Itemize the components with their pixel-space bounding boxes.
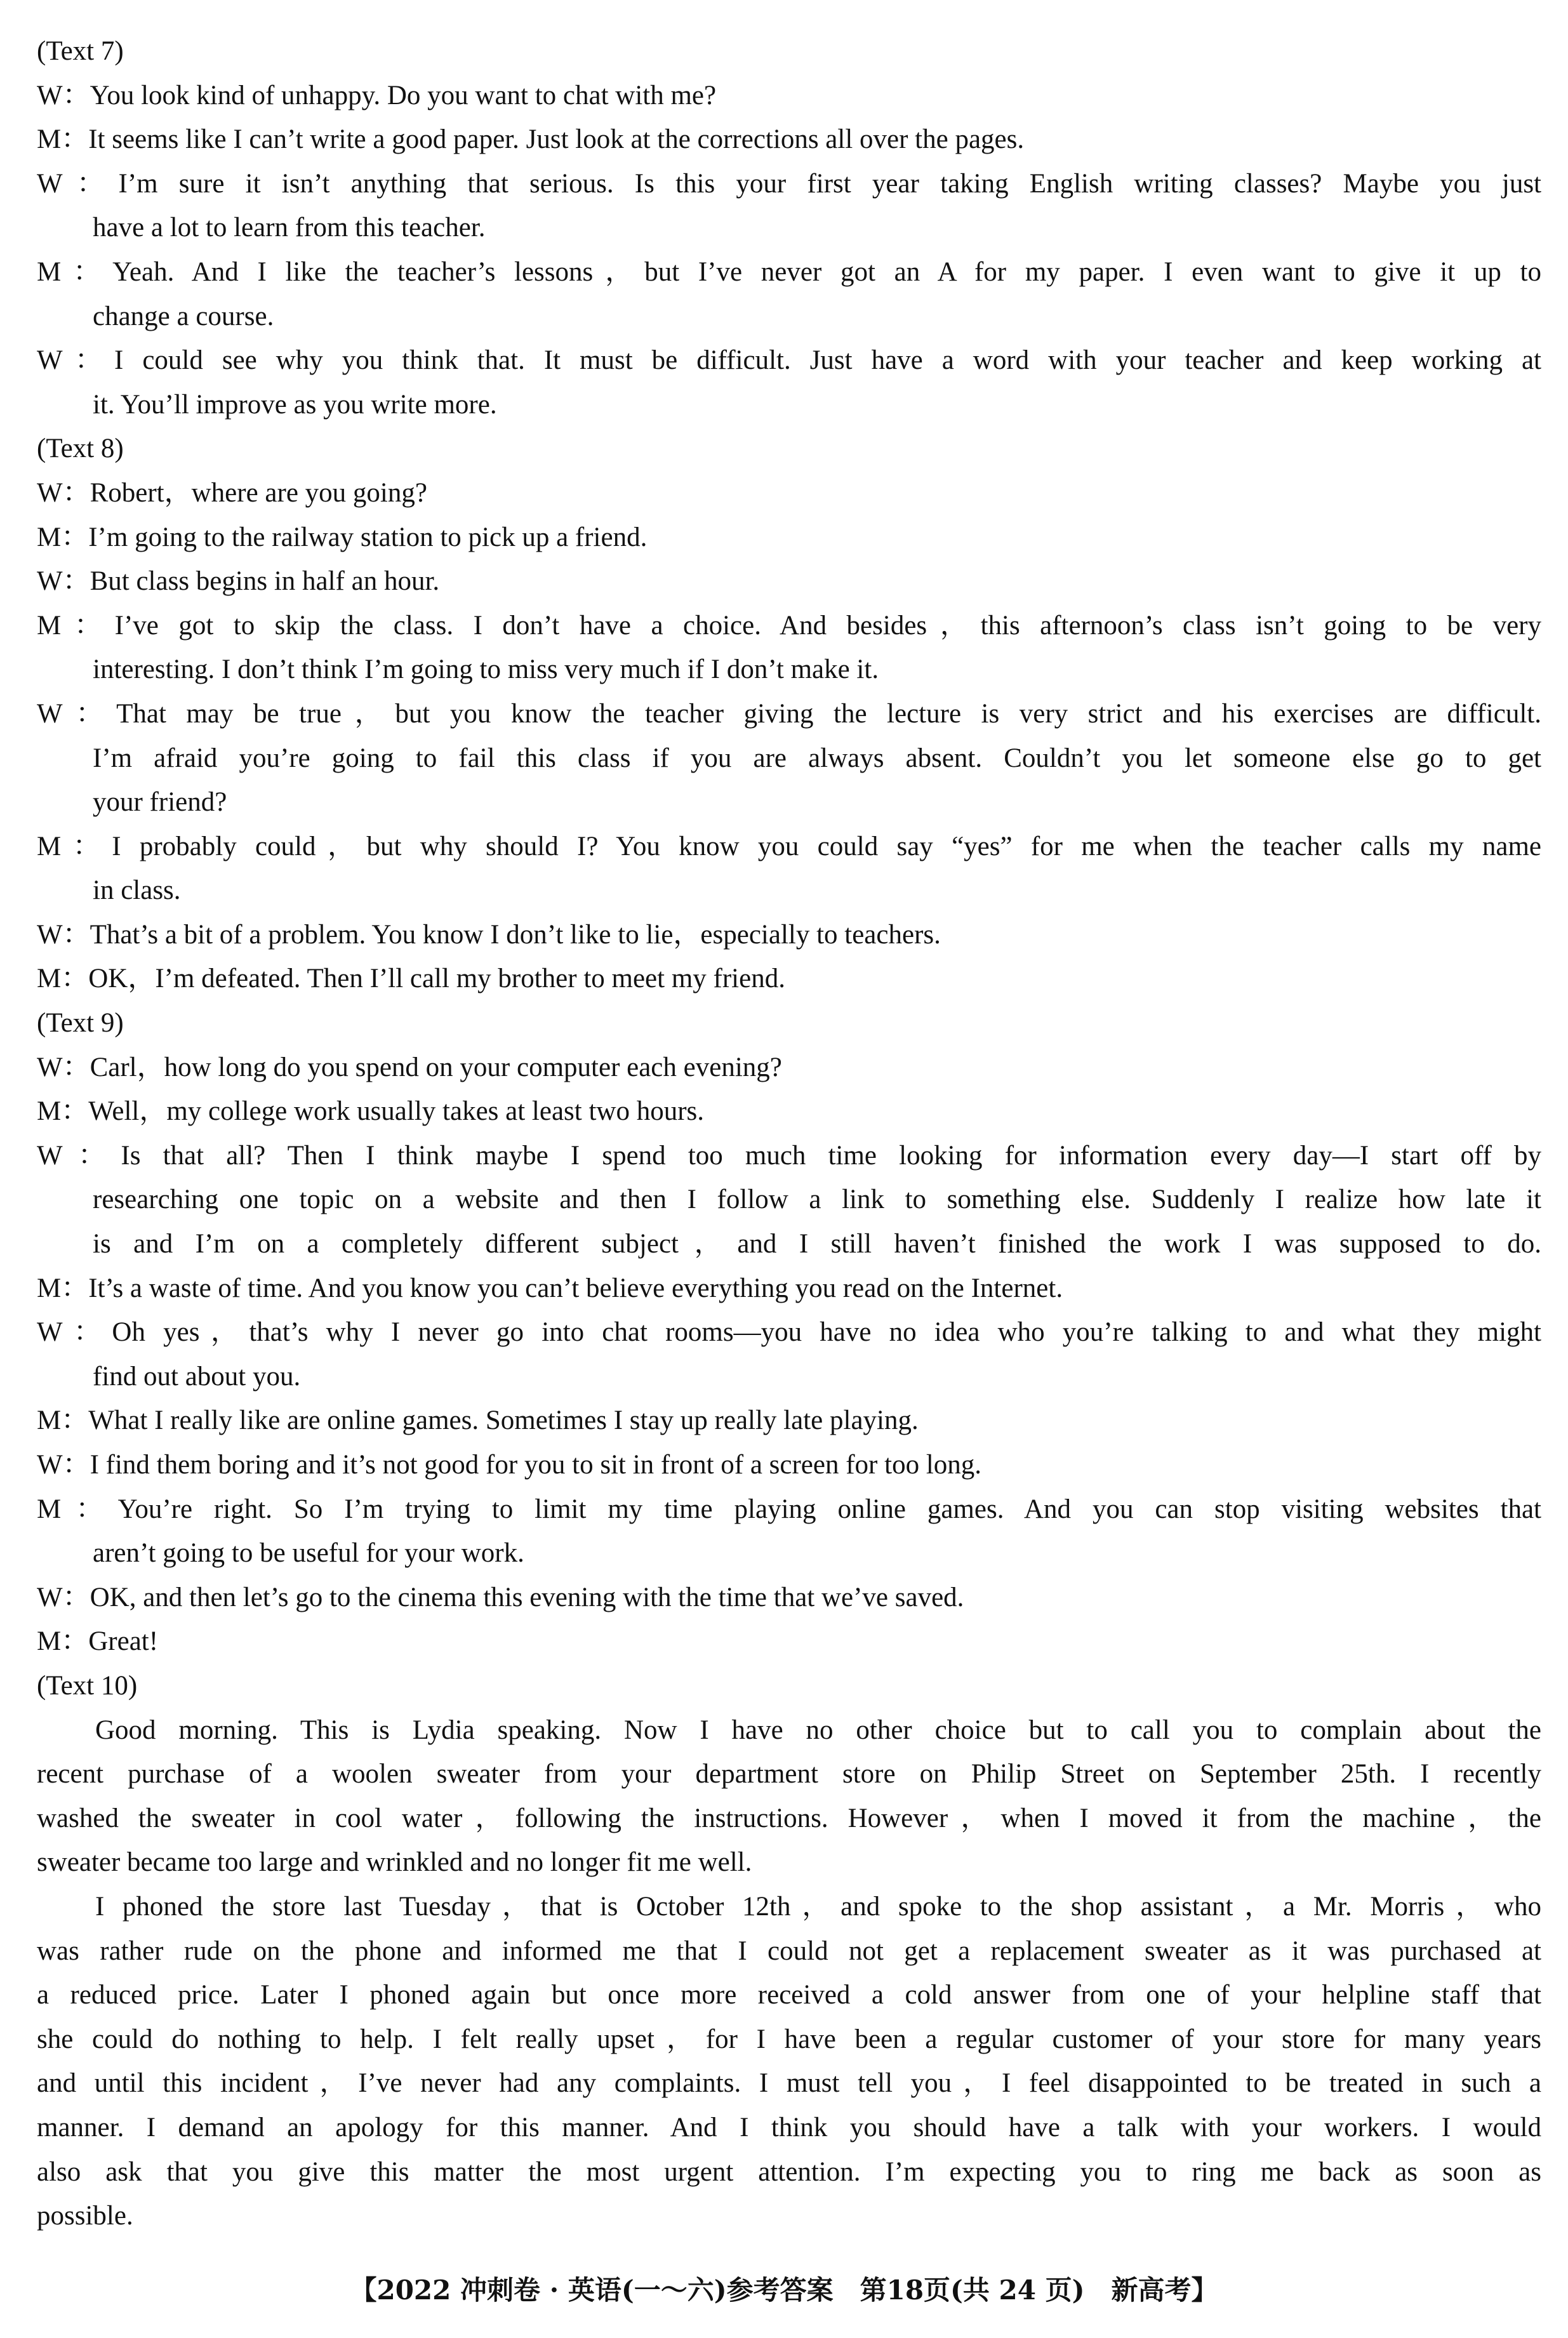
section-heading: (Text 10) [37, 1670, 138, 1701]
text-line: find out about you. [93, 1361, 301, 1392]
text-line: your friend? [93, 787, 227, 818]
text-line: manner. I demand an apology for this manner. And I think you should have a talk with your workers. I would [37, 2112, 1541, 2142]
text-line: W：That’s a bit of a problem. You know I don’t like to lie，especially to teachers. [37, 919, 941, 950]
text-line: M：It seems like I can’t write a good paper. Just look at the corrections all over the pages. [37, 124, 1025, 155]
text-line: possible. [37, 2201, 133, 2231]
text-line: M：What I really like are online games. Sometimes I stay up really late playing. [37, 1405, 919, 1436]
text-line: change a course. [93, 301, 274, 331]
text-line: have a lot to learn from this teacher. [93, 213, 486, 243]
text-line: I’m afraid you’re going to fail this class if you are always absent. Couldn’t you let someone else go to get [93, 743, 1541, 773]
text-line: sweater became too large and wrinkled and no longer fit me well. [37, 1847, 752, 1878]
section-heading: (Text 7) [37, 36, 124, 66]
text-line: W：I find them boring and it’s not good for you to sit in front of a screen for too long. [37, 1450, 982, 1480]
section-heading: (Text 8) [37, 434, 124, 464]
section-heading: (Text 9) [37, 1008, 124, 1039]
text-line: M：It’s a waste of time. And you know you can’t believe everything you read on the Internet. [37, 1273, 1063, 1303]
text-line: M：I’ve got to skip the class. I don’t have a choice. And besides，this afternoon’s class isn’t going to be very [37, 610, 1541, 641]
text-line: W：Oh yes，that’s why I never go into chat rooms—you have no idea who you’re talking to and what they might [37, 1317, 1541, 1348]
text-line: M：I’m going to the railway station to pick up a friend. [37, 522, 648, 552]
text-line: also ask that you give this matter the most urgent attention. I’m expecting you to ring me back as soon as [37, 2156, 1541, 2187]
text-line: W：OK, and then let’s go to the cinema this evening with the time that we’ve saved. [37, 1582, 964, 1612]
text-line: W：Robert，where are you going? [37, 477, 427, 508]
text-line: researching one topic on a website and then I follow a link to something else. Suddenly I realize how late it [93, 1185, 1541, 1215]
text-line: W：But class begins in half an hour. [37, 566, 440, 597]
text-line: W：That may be true，but you know the teacher giving the lecture is very strict and his exercises are difficult. [37, 698, 1541, 729]
answer-key-page [37, 29, 1541, 2238]
text-line: W：I could see why you think that. It must be difficult. Just have a word with your teacher and keep working at [37, 345, 1541, 376]
text-line: W：Is that all? Then I think maybe I spend too much time looking for information every day—I start off by [37, 1140, 1541, 1171]
text-line: washed the sweater in cool water，following the instructions. However，when I moved it from the machine，the [37, 1803, 1541, 1833]
text-line: she could do nothing to help. I felt really upset，for I have been a regular customer of your store for many years [37, 2024, 1541, 2054]
text-line: Good morning. This is Lydia speaking. Now I have no other choice but to call you to complain about the [95, 1715, 1541, 1745]
text-line: in class. [93, 875, 181, 906]
text-line: I phoned the store last Tuesday，that is October 12th，and spoke to the shop assistant，a Mr. Morris，who [95, 1891, 1541, 1922]
text-line: M：Great! [37, 1626, 159, 1657]
text-line: M：OK，I’m defeated. Then I’ll call my brother to meet my friend. [37, 964, 785, 994]
text-line: interesting. I don’t think I’m going to miss very much if I don’t make it. [93, 654, 879, 685]
text-line: W：Carl，how long do you spend on your computer each evening? [37, 1052, 782, 1082]
text-line: is and I’m on a completely different subject，and I still haven’t finished the work I was supposed to do. [93, 1229, 1541, 1259]
text-line: recent purchase of a woolen sweater from your department store on Philip Street on September 25th. I recently [37, 1759, 1541, 1790]
text-line: M：You’re right. So I’m trying to limit my time playing online games. And you can stop visiting websites that [37, 1494, 1541, 1524]
text-line: aren’t going to be useful for your work. [93, 1538, 524, 1569]
text-line: and until this incident，I’ve never had any complaints. I must tell you，I feel disappointed to be treated in such a [37, 2068, 1541, 2099]
text-line: M：Yeah. And I like the teacher’s lessons，but I’ve never got an A for my paper. I even want to give it up to [37, 256, 1541, 287]
text-line: W：I’m sure it isn’t anything that serious. Is this your first year taking English writing classes? Maybe you just [37, 168, 1541, 199]
text-line: M：I probably could，but why should I? You know you could say “yes” for me when the teacher calls my name [37, 831, 1541, 861]
text-line: M：Well，my college work usually takes at least two hours. [37, 1096, 705, 1127]
text-line: a reduced price. Later I phoned again but once more received a cold answer from one of your helpline staff that [37, 1980, 1541, 2010]
page-footer: 【2022 冲刺卷 · 英语(一～六)参考答案 第18页(共 24 页) 新高考】 [350, 2275, 1218, 2306]
text-line: was rather rude on the phone and informed me that I could not get a replacement sweater as it was purchased at [37, 1936, 1541, 1966]
text-line: it. You’ll improve as you write more. [93, 389, 497, 420]
text-line: W：You look kind of unhappy. Do you want to chat with me? [37, 80, 717, 110]
